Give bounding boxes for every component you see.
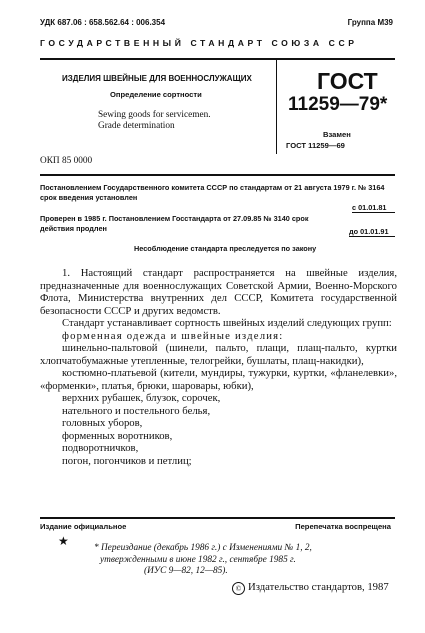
top-rule (40, 58, 395, 60)
title-en-line-2: Grade determination (98, 121, 175, 131)
copyright-text: Издательство стандартов, 1987 (248, 581, 389, 593)
list-item: форменных воротников, (62, 429, 173, 442)
udk-code: УДК 687.06 : 658.562.64 : 006.354 (40, 18, 166, 27)
extension-date: до 01.01.91 (349, 227, 389, 236)
title-en-line-1: Sewing goods for servicemen. (98, 110, 211, 120)
body-text (40, 267, 397, 467)
paragraph-uniform-heading: форменная одежда и швейные изделия: (62, 329, 284, 342)
reissue-line-3: (ИУС 9—82, 12—85). (144, 566, 228, 576)
document-title-en (98, 110, 238, 132)
list-item: погон, погончиков и петлиц; (62, 454, 192, 467)
paragraph-coat-group: шинельно-пальтовой (шинели, пальто, плащи, плащ-пальто, куртки хлопчатобумажные утепленные, телогрейки, бушлаты, плащ-накидки), (40, 342, 397, 367)
list-item: верхних рубашек, блузок, сорочек, (62, 392, 221, 404)
official-edition-label: Издание официальное (40, 522, 127, 531)
gost-number: 11259—79* (288, 94, 388, 115)
group-code: Группа М39 (347, 18, 393, 27)
document-title-ru: ИЗДЕЛИЯ ШВЕЙНЫЕ ДЛЯ ВОЕННОСЛУЖАЩИХ (62, 74, 252, 83)
reissue-line-2: утвержденными в июне 1982 г., сентябре 1985 г. (100, 554, 296, 565)
paragraph-suit-group: костюмно-платьевой (кители, мундиры, тужурки, куртки, «фланелевки», «форменки», платья, брюки, шаровары, юбки), (40, 367, 397, 392)
mid-rule (40, 174, 395, 176)
law-warning: Несоблюдение стандарта преследуется по закону (134, 244, 317, 253)
list-item: нательного и постельного белья, (62, 404, 211, 417)
list-item: головных уборов, (62, 417, 143, 429)
copyright-icon: © (232, 582, 245, 595)
paragraph-groups-intro: Стандарт устанавливает сортность швейных изделий следующих групп: (62, 317, 392, 329)
list-item: подворотничков, (62, 442, 139, 454)
document-subtitle-ru: Определение сортности (110, 90, 202, 99)
title-vertical-rule (276, 60, 277, 154)
copyright (232, 581, 389, 595)
date-underline-1 (352, 212, 395, 213)
reprint-prohibited-label: Перепечатка воспрещена (295, 522, 391, 531)
date-underline-2 (349, 236, 395, 237)
effective-date: с 01.01.81 (352, 203, 387, 212)
extension-text: Проверен в 1985 г. Постановлением Госстандарта от 27.09.85 № 3140 срок действия продлен (40, 214, 309, 233)
footer-rule (40, 517, 395, 519)
okp-code: ОКП 85 0000 (40, 156, 93, 166)
replaced-label: Взамен (323, 130, 351, 139)
reissue-note (94, 543, 394, 578)
reissue-line-1: * Переиздание (декабрь 1986 г.) с Изменениями № 1, 2, (94, 543, 312, 553)
decree-text: Постановлением Государственного комитета СССР по стандартам от 21 августа 1979 г. № 3164 срок введения установлен (40, 183, 385, 202)
gost-label: ГОСТ (317, 68, 378, 94)
organization-header: ГОСУДАРСТВЕННЫЙ СТАНДАРТ СОЮЗА ССР (40, 38, 358, 48)
replaced-gost: ГОСТ 11259—69 (286, 141, 345, 150)
star-icon: ★ (58, 534, 69, 548)
paragraph-scope: 1. Настоящий стандарт распространяется на швейные изделия, предназначенные для военнослужащих Советской Армии, Военно-Морского Флота, Министерства внутренних дел СССР, Комитета государственной безопасности СССР и других ведомств. (40, 267, 397, 317)
